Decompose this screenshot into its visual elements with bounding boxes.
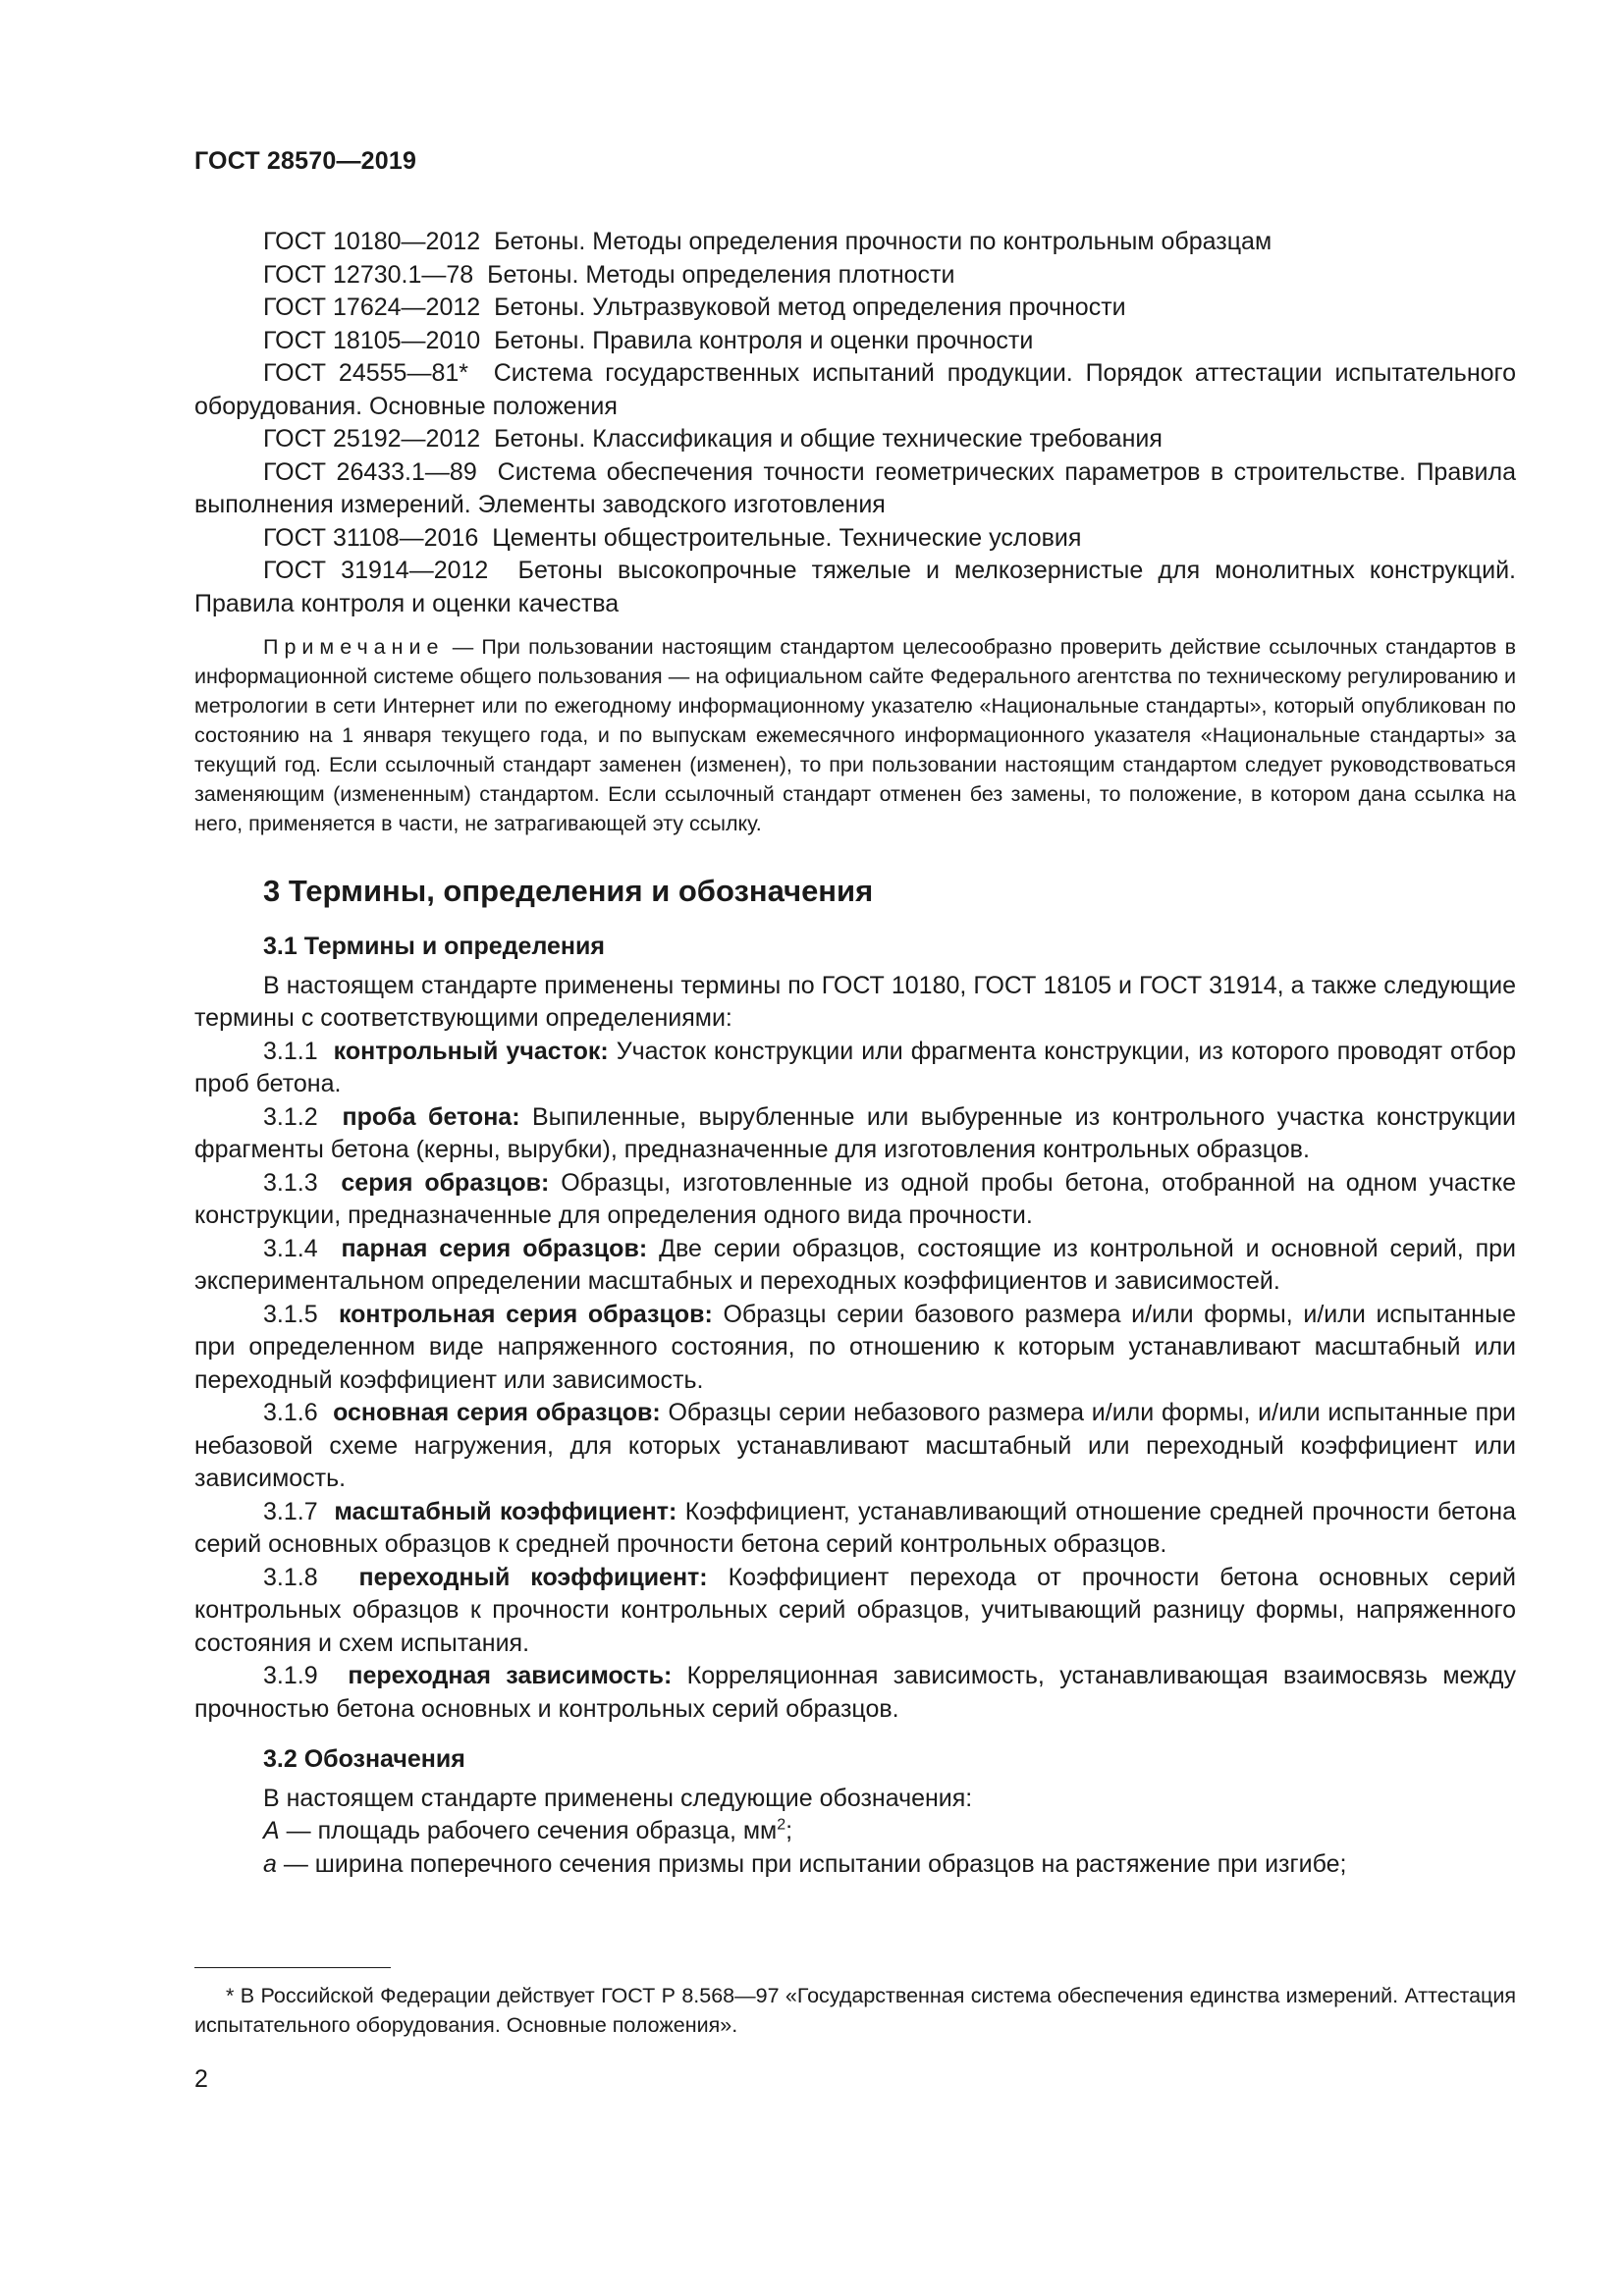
term-entry: 3.1.9 переходная зависимость: Корреляционная зависимость, устанавливающая взаимосвязь между прочностью бетона основных и контрольных серий образцов. [194,1662,1516,1723]
subsection-3-1-heading: 3.1 Термины и определения [263,933,605,960]
reference-item: ГОСТ 24555—81* Система государственных испытаний продукции. Порядок аттестации испытательного оборудования. Основные положения [194,359,1516,420]
reference-item: ГОСТ 26433.1—89 Система обеспечения точности геометрических параметров в строительстве. Правила выполнения измерений. Элементы заводского изготовления [194,457,1516,518]
reference-item: ГОСТ 18105—2010 Бетоны. Правила контроля и оценки прочности [263,326,1034,354]
term-entry: 3.1.8 переходный коэффициент: Коэффициент перехода от прочности бетона основных серий контрольных образцов к прочности контрольных серий образцов, учитывающий разницу формы, напряженного состояния и схем испытания. [194,1563,1516,1657]
term-entry: 3.1.3 серия образцов: Образцы, изготовленные из одной пробы бетона, отобранной на одном участке конструкции, предназначенные для определения одного вида прочности. [194,1168,1516,1229]
reference-item: ГОСТ 31108—2016 Цементы общестроительные. Технические условия [263,523,1082,552]
reference-item: ГОСТ 17624—2012 Бетоны. Ультразвуковой метод определения прочности [263,294,1126,321]
terms-list [194,1036,1516,1727]
term-name: контрольная серия образцов: [338,1300,713,1328]
footnote: * В Российской Федерации действует ГОСТ Р 8.568—97 «Государственная система обеспечения единства измерений. Аттестация испытательного оборудования. Основные положения». [194,1984,1516,2037]
terms-intro: В настоящем стандарте применены термины по ГОСТ 10180, ГОСТ 18105 и ГОСТ 31914, а также следующие термины с соответствующими определениями: [194,971,1516,1032]
symbols-intro: В настоящем стандарте применены следующие обозначения: [263,1784,973,1812]
term-name: переходная зависимость: [348,1662,673,1689]
footnote-divider [194,1967,391,1968]
term-name: контрольный участок: [333,1037,609,1065]
reference-item: ГОСТ 25192—2012 Бетоны. Классификация и общие технические требования [263,425,1163,453]
term-entry: 3.1.4 парная серия образцов: Две серии образцов, состоящие из контрольной и основной серий, при экспериментальном определении масштабных и переходных коэффициентов и зависимостей. [194,1234,1516,1295]
term-name: основная серия образцов: [333,1399,661,1426]
term-name: масштабный коэффициент: [334,1497,677,1525]
reference-item: ГОСТ 12730.1—78 Бетоны. Методы определения плотности [263,260,955,289]
term-entry: 3.1.5 контрольная серия образцов: Образцы серии базового размера и/или формы, и/или испытанные при определенном виде напряженного состояния, по отношению к которым устанавливают масштабный или переходный коэффициент или зависимость. [194,1300,1516,1394]
normative-references-list [194,226,1516,620]
note-text: — При пользовании настоящим стандартом целесообразно проверить действие ссылочных стандартов в информационной системе общего пользования — на официальном сайте Федерального агентства по техническому регулированию и метрологии в сети Интернет или по ежегодному информационному указателю «Национальные стандарты», который опубликован по состоянию на 1 января текущего года, и по выпускам ежемесячного информационного указателя «Национальные стандарты» за текущий год. Если ссылочный стандарт заменен (изменен), то при пользовании настоящим стандартом следует руководствоваться заменяющим (измененным) стандартом. Если ссылочный стандарт отменен без замены, то положение, в котором дана ссылка на него, применяется в части, не затрагивающей эту ссылку. [194,635,1516,835]
note-label: Примечание [263,635,445,659]
reference-item: ГОСТ 10180—2012 Бетоны. Методы определения прочности по контрольным образцам [263,228,1272,255]
references-note [194,632,1516,838]
symbol: a [263,1849,277,1878]
symbols-list [194,1815,1516,1881]
section-3-heading: 3 Термины, определения и обозначения [263,874,874,908]
subsection-3-2-heading: 3.2 Обозначения [263,1745,465,1773]
term-name: серия образцов: [341,1168,550,1197]
symbol-entry: a — ширина поперечного сечения призмы при испытании образцов на растяжение при изгибе; [263,1849,1347,1878]
page-number: 2 [194,2065,208,2093]
page-header: ГОСТ 28570—2019 [194,147,417,175]
term-name: парная серия образцов: [341,1234,648,1262]
term-entry: 3.1.7 масштабный коэффициент: Коэффициент, устанавливающий отношение средней прочности бетона серий основных образцов к средней прочности бетона серий контрольных образцов. [194,1497,1516,1558]
symbol: A [263,1817,280,1844]
symbol-entry: A — площадь рабочего сечения образца, $мм^2$; [263,1816,793,1844]
term-name: переходный коэффициент: [358,1563,708,1591]
term-entry: 3.1.6 основная серия образцов: Образцы серии небазового размера и/или формы, и/или испытанные при небазовой схеме нагружения, для которых устанавливают масштабный или переходный коэффициент или зависимость. [194,1399,1516,1492]
term-name: проба бетона: [342,1102,520,1131]
page-body [194,226,1516,1881]
reference-item: ГОСТ 31914—2012 Бетоны высокопрочные тяжелые и мелкозернистые для монолитных конструкций. Правила контроля и оценки качества [194,557,1516,617]
term-entry: 3.1.2 проба бетона: Выпиленные, вырубленные или выбуренные из контрольного участка конструкции фрагменты бетона (керны, вырубки), предназначенные для изготовления контрольных образцов. [194,1102,1516,1163]
term-entry: 3.1.1 контрольный участок: Участок конструкции или фрагмента конструкции, из которого проводят отбор проб бетона. [194,1037,1516,1097]
